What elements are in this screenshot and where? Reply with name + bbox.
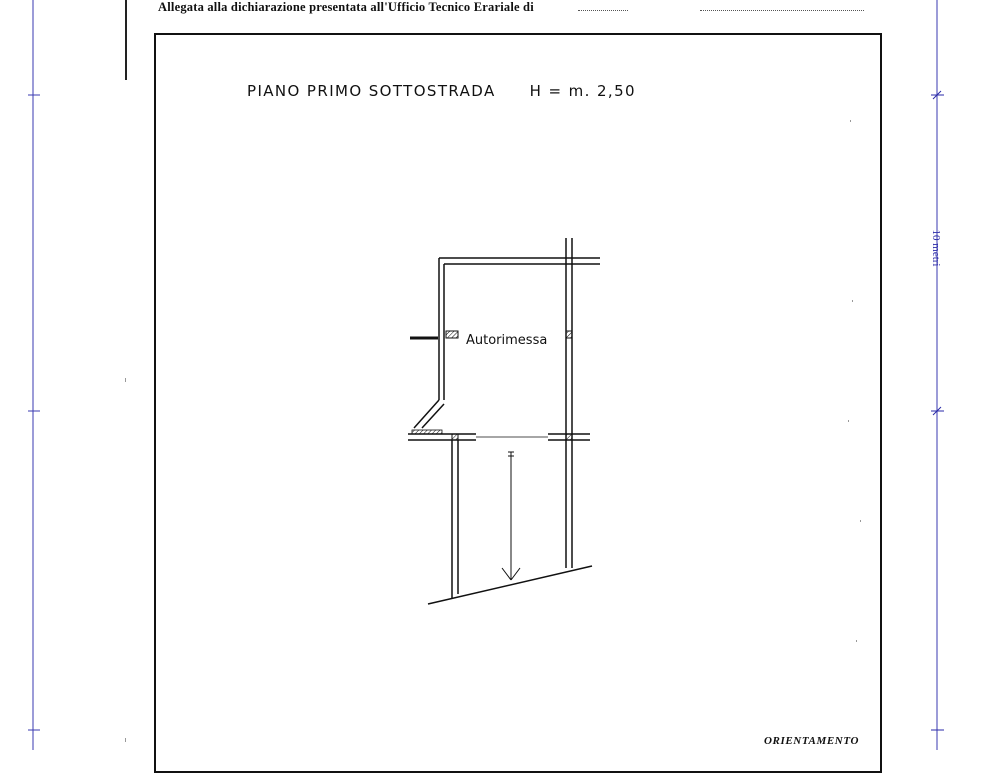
wall-stub-left — [412, 430, 442, 434]
room-label-autorimessa: Autorimessa — [466, 333, 548, 348]
pillar-bottom-left — [452, 434, 458, 440]
garage-walls — [408, 238, 600, 604]
blue-guide-lines — [28, 0, 937, 750]
pillar-right-upper — [566, 331, 572, 338]
pillar-left-upper — [446, 331, 458, 338]
floor-name: PIANO PRIMO SOTTOSTRADA — [247, 82, 496, 100]
orientation-label: ORIENTAMENTO — [764, 735, 860, 747]
ramp-arrow — [502, 452, 520, 580]
scan-specks — [125, 120, 861, 742]
declaration-text: Allegata alla dichiarazione presentata all'Ufficio Tecnico Erariale di — [158, 0, 534, 14]
pillar-bottom-right — [566, 434, 572, 440]
ceiling-height: H = m. 2,50 — [529, 82, 636, 100]
scale-bar-label: 10 metri — [930, 229, 942, 267]
